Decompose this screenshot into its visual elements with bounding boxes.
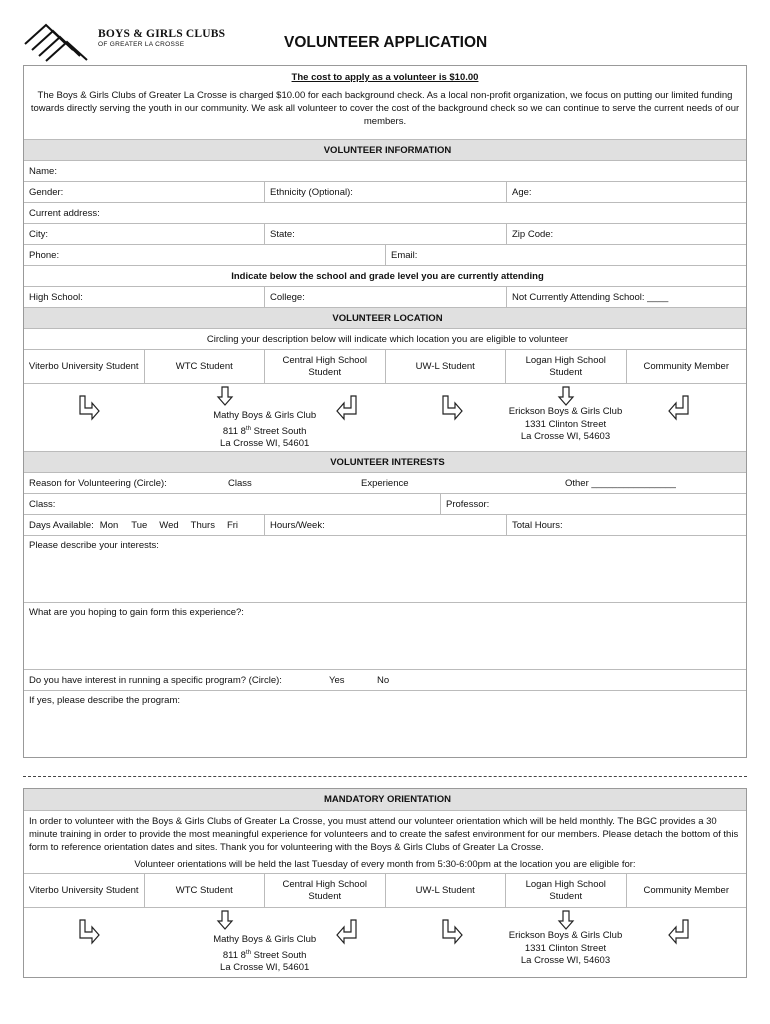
down-arrow-icon (557, 386, 575, 406)
orientation-erickson-street: 1331 Clinton Street (524, 942, 607, 954)
orientation-mathy-street-sup: th (245, 949, 251, 956)
orientation-erickson-address (485, 930, 645, 968)
interests-describe-field[interactable]: Please describe your interests: (29, 540, 159, 551)
orientation-option-community-member[interactable]: Community Member (626, 874, 747, 907)
down-arrow-icon (557, 910, 575, 930)
total-hours-field[interactable]: Total Hours: (506, 515, 746, 535)
application-form (23, 65, 747, 758)
orientation-option-uwl[interactable]: UW-L Student (385, 874, 506, 907)
bend-right-arrow-icon (437, 394, 465, 422)
gain-field[interactable]: What are you hoping to gain form this experience?: (29, 607, 244, 618)
erickson-address (485, 406, 645, 444)
professor-field[interactable]: Professor: (440, 494, 746, 514)
days-label: Days Available: (29, 519, 94, 531)
mathy-street-sup: th (245, 425, 251, 432)
program-question: Do you have interest in running a specific program? (Circle): (29, 674, 282, 686)
state-field[interactable]: State: (264, 224, 506, 244)
reason-option-experience[interactable]: Experience (361, 477, 409, 489)
school-instruction: Indicate below the school and grade level you are currently attending (231, 270, 544, 282)
day-thurs[interactable]: Thurs (190, 519, 215, 531)
high-school-field[interactable]: High School: (29, 291, 83, 303)
day-fri[interactable]: Fri (226, 519, 239, 531)
orientation-mathy-street-rest: Street South (250, 949, 307, 961)
bend-left-arrow-icon (666, 918, 694, 946)
bend-right-arrow-icon (437, 918, 465, 946)
city-field[interactable]: City: (29, 228, 48, 240)
mathy-city: La Crosse WI, 54601 (220, 438, 310, 450)
ethnicity-field[interactable]: Ethnicity (Optional): (264, 182, 506, 202)
location-map (24, 383, 746, 451)
section-header-volunteer-location: VOLUNTEER LOCATION (24, 308, 746, 328)
mathy-street-rest: Street South (250, 425, 307, 437)
option-wtc[interactable]: WTC Student (144, 350, 265, 383)
reason-label: Reason for Volunteering (Circle): (29, 477, 167, 489)
orientation-mathy-city: La Crosse WI, 54601 (220, 962, 310, 974)
orientation-option-wtc[interactable]: WTC Student (144, 874, 265, 907)
address-field[interactable]: Current address: (29, 207, 100, 219)
orientation-section (23, 788, 747, 978)
page-title: VOLUNTEER APPLICATION (284, 34, 488, 51)
logo-mark-icon (22, 22, 96, 62)
orientation-text (24, 810, 746, 870)
bend-right-arrow-icon (74, 918, 102, 946)
reason-option-other[interactable]: Other ________________ (565, 477, 676, 489)
program-describe-field[interactable]: If yes, please describe the program: (29, 695, 181, 706)
day-mon[interactable]: Mon (99, 519, 119, 531)
orientation-erickson-name: Erickson Boys & Girls Club (508, 930, 623, 941)
mathy-name: Mathy Boys & Girls Club (213, 410, 317, 421)
orientation-body: In order to volunteer with the Boys & Girls Clubs of Greater La Crosse, you must attend our volunteer orientation which will be held monthly. The BGC provides a 30 minute training in order to provide the most meaningful experience for volunteers and to create the safest environment for our members. Please detach the bottom of this form to reference orientation dates and sites. Thank you for volunteering with the Boys & Girls Clubs of Greater La Crosse. (29, 816, 739, 853)
logo-name: BOYS & GIRLS CLUBS (98, 28, 226, 40)
class-field[interactable]: Class: (29, 498, 56, 510)
location-options (24, 349, 746, 383)
section-header-volunteer-interests: VOLUNTEER INTERESTS (24, 452, 746, 472)
orientation-option-logan-high[interactable]: Logan High School Student (505, 874, 626, 907)
mathy-street-number: 811 8 (222, 425, 246, 437)
cost-notice (24, 66, 746, 139)
orientation-schedule: Volunteer orientations will be held the last Tuesday of every month from 5:30-6:00pm at the location you are eligible for: (134, 859, 636, 870)
day-wed[interactable]: Wed (159, 519, 179, 531)
college-field[interactable]: College: (264, 287, 506, 307)
orientation-erickson-city: La Crosse WI, 54603 (520, 955, 611, 966)
detach-line (23, 776, 747, 777)
section-header-mandatory-orientation: MANDATORY ORIENTATION (24, 789, 746, 810)
program-yes-option[interactable]: Yes (329, 674, 345, 686)
cost-body: The Boys & Girls Clubs of Greater La Crosse is charged $10.00 for each background check. As a local non-profit organization, we focus on putting our limited funding towards directly serving the youth in our community. We ask all volunteer to cover the cost of the background check so we can continue to serve the current needs of our members. (30, 90, 740, 127)
cost-heading: The cost to apply as a volunteer is $10.00 (291, 72, 479, 83)
not-attending-field[interactable]: Not Currently Attending School: ____ (506, 287, 746, 307)
gender-field[interactable]: Gender: (29, 186, 64, 198)
orientation-option-central-high[interactable]: Central High School Student (264, 874, 385, 907)
down-arrow-icon (216, 910, 234, 930)
erickson-city: La Crosse WI, 54603 (520, 431, 611, 442)
phone-field[interactable]: Phone: (29, 249, 60, 261)
option-viterbo[interactable]: Viterbo University Student (28, 360, 139, 372)
erickson-street: 1331 Clinton Street (524, 418, 607, 430)
location-instruction: Circling your description below will indicate which location you are eligible to volunteer (206, 333, 569, 345)
orientation-map (24, 907, 746, 977)
logo-subtitle: OF GREATER LA CROSSE (98, 41, 185, 48)
age-field[interactable]: Age: (506, 182, 746, 202)
bend-left-arrow-icon (334, 918, 362, 946)
email-field[interactable]: Email: (385, 245, 746, 265)
option-central-high[interactable]: Central High School Student (264, 350, 385, 383)
erickson-name: Erickson Boys & Girls Club (508, 406, 623, 417)
option-uwl[interactable]: UW-L Student (385, 350, 506, 383)
days-available (24, 515, 264, 535)
day-tue[interactable]: Tue (131, 519, 148, 531)
hours-week-field[interactable]: Hours/Week: (264, 515, 506, 535)
section-header-volunteer-information: VOLUNTEER INFORMATION (24, 140, 746, 160)
orientation-mathy-street-number: 811 8 (222, 949, 246, 961)
bend-left-arrow-icon (334, 394, 362, 422)
orientation-option-viterbo[interactable]: Viterbo University Student (28, 884, 139, 896)
orientation-mathy-name: Mathy Boys & Girls Club (213, 934, 317, 945)
option-logan-high[interactable]: Logan High School Student (505, 350, 626, 383)
zip-field[interactable]: Zip Code: (506, 224, 746, 244)
boys-girls-clubs-logo (22, 22, 232, 62)
name-field[interactable]: Name: (29, 165, 57, 177)
program-no-option[interactable]: No (377, 674, 390, 686)
option-community-member[interactable]: Community Member (626, 350, 747, 383)
down-arrow-icon (216, 386, 234, 406)
bend-right-arrow-icon (74, 394, 102, 422)
orientation-location-options (24, 873, 746, 907)
bend-left-arrow-icon (666, 394, 694, 422)
reason-option-class[interactable]: Class (228, 477, 252, 489)
